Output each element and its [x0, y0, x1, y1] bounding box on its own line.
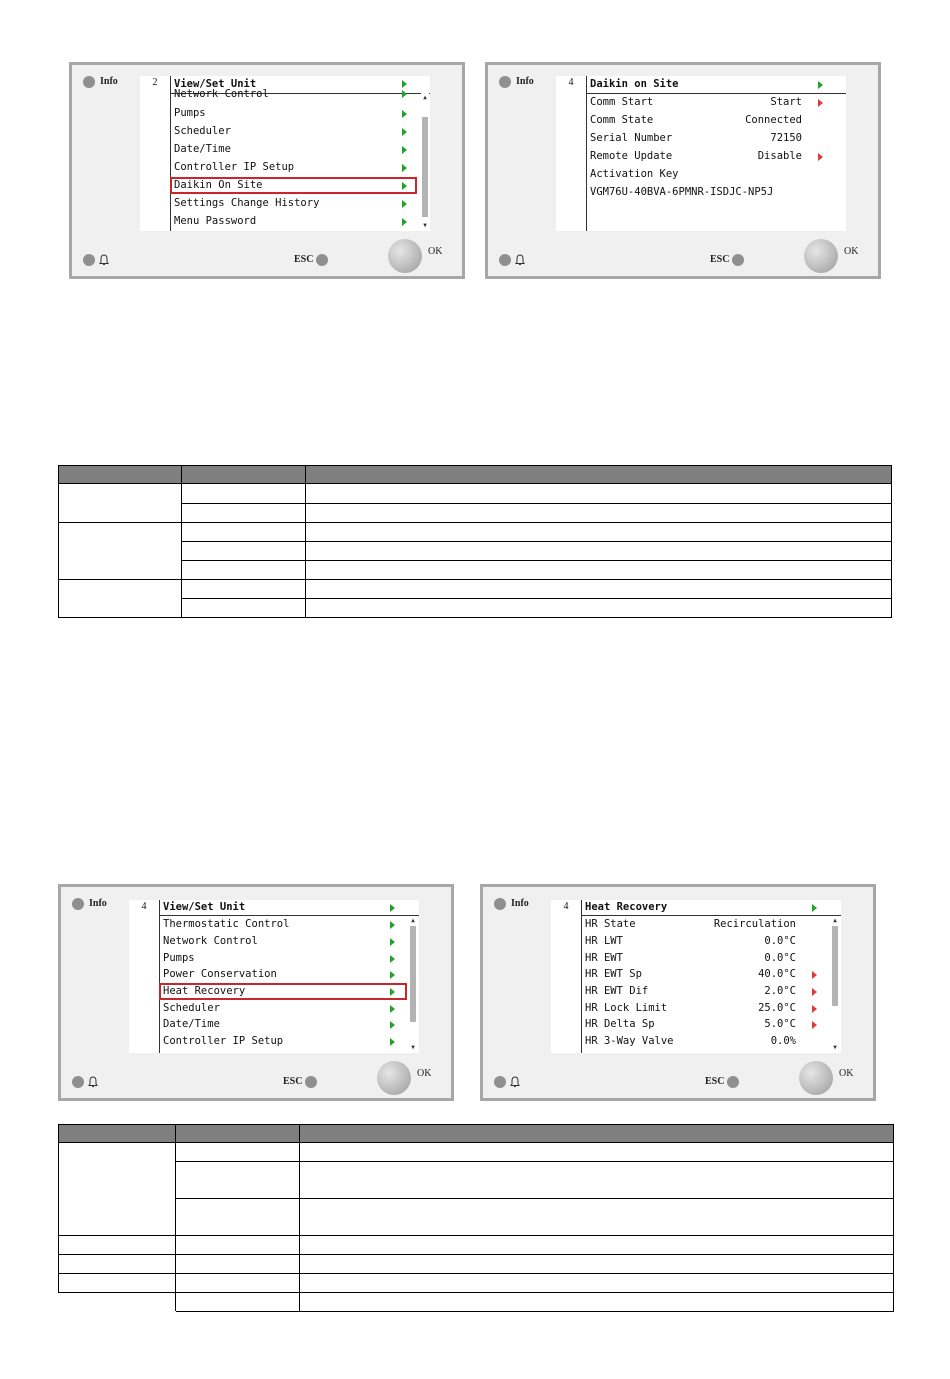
- table-header: [59, 466, 892, 484]
- menu-item-scheduler[interactable]: Scheduler: [174, 125, 231, 137]
- arrow-right-icon: [402, 110, 407, 118]
- menu-item-power-conservation[interactable]: Power Conservation: [163, 968, 277, 980]
- row-label: Serial Number: [590, 132, 673, 144]
- row-value: 40.0°C: [758, 968, 796, 980]
- alarm-led[interactable]: [494, 1076, 506, 1088]
- row-value: 72150: [770, 132, 802, 144]
- row-remote-update[interactable]: [587, 148, 830, 165]
- row-value: Disable: [757, 150, 802, 162]
- row-label: HR 3-Way Valve: [585, 1035, 674, 1047]
- screen-title: Heat Recovery: [582, 900, 841, 916]
- scroll-down-icon[interactable]: ▼: [833, 1044, 837, 1051]
- row-label: Comm State: [590, 114, 654, 126]
- ok-knob[interactable]: [804, 239, 838, 273]
- table-row: [59, 561, 892, 580]
- scrollbar[interactable]: [409, 916, 417, 1053]
- arrow-right-icon[interactable]: [812, 971, 817, 979]
- menu-item-date-time[interactable]: Date/Time: [163, 1018, 220, 1030]
- ok-label: OK: [844, 246, 859, 257]
- table-header: [59, 1125, 894, 1143]
- row-label: HR Lock Limit: [585, 1002, 668, 1014]
- ok-knob[interactable]: [388, 239, 422, 273]
- arrow-right-icon: [402, 218, 407, 226]
- arrow-right-icon: [390, 1005, 395, 1013]
- esc-button[interactable]: [305, 1076, 317, 1088]
- row-value: Connected: [745, 114, 802, 126]
- arrow-right-icon: [390, 1038, 395, 1046]
- menu-item-pumps[interactable]: Pumps: [163, 952, 195, 964]
- scrollbar[interactable]: [421, 93, 429, 231]
- arrow-right-icon: [402, 90, 407, 98]
- row-serial-number: [587, 130, 830, 147]
- row-label: HR EWT Dif: [585, 985, 649, 997]
- parameter-table-2: [58, 1124, 894, 1312]
- row-label: HR Delta Sp: [585, 1018, 655, 1030]
- arrow-right-icon: [402, 200, 407, 208]
- esc-button[interactable]: [316, 254, 328, 266]
- page-number: 4: [551, 900, 582, 1053]
- table-row: [59, 523, 892, 542]
- page-number: 4: [129, 900, 160, 1053]
- scroll-down-icon[interactable]: ▼: [411, 1044, 415, 1051]
- esc-button[interactable]: [732, 254, 744, 266]
- bell-icon[interactable]: [98, 254, 110, 266]
- row-hr-3-way-valve: [582, 1033, 825, 1050]
- controller-panel-heat-recovery: [480, 884, 876, 1101]
- arrow-right-icon[interactable]: [812, 988, 817, 996]
- menu-item-controller-ip-setup[interactable]: Controller IP Setup: [174, 161, 295, 173]
- row-value: 2.0°C: [764, 985, 796, 997]
- arrow-right-icon: [390, 938, 395, 946]
- info-led[interactable]: [83, 76, 95, 88]
- menu-item-network-control[interactable]: Network Control: [163, 935, 258, 947]
- table-row: [59, 599, 892, 618]
- esc-button[interactable]: [727, 1076, 739, 1088]
- row-hr-lwt: [582, 933, 825, 950]
- menu-item-date-time[interactable]: Date/Time: [174, 143, 231, 155]
- scroll-thumb[interactable]: [410, 926, 416, 1022]
- ok-knob[interactable]: [799, 1061, 833, 1095]
- arrow-right-icon: [390, 971, 395, 979]
- table-row: [59, 1143, 894, 1162]
- arrow-right-icon: [390, 904, 395, 912]
- table-row: [59, 1293, 894, 1312]
- arrow-right-icon: [812, 904, 817, 912]
- menu-item-settings-change-history[interactable]: Settings Change History: [174, 197, 320, 209]
- scroll-thumb[interactable]: [832, 926, 838, 1006]
- ok-label: OK: [839, 1068, 854, 1079]
- table-row: [59, 1255, 894, 1274]
- row-value: Recirculation: [713, 918, 796, 930]
- info-led[interactable]: [72, 898, 84, 910]
- screen-title: Daikin on Site: [587, 76, 846, 94]
- row-value: 25.0°C: [758, 1002, 796, 1014]
- info-led[interactable]: [499, 76, 511, 88]
- arrow-right-icon: [390, 921, 395, 929]
- info-label: Info: [516, 76, 534, 87]
- row-hr-lock-limit[interactable]: [582, 1000, 825, 1017]
- arrow-right-icon[interactable]: [818, 99, 823, 107]
- row-comm-state: [587, 112, 830, 129]
- table-row: [59, 580, 892, 599]
- table-row: [59, 1274, 894, 1293]
- info-led[interactable]: [494, 898, 506, 910]
- bell-icon[interactable]: [87, 1076, 99, 1088]
- row-hr-ewt-dif[interactable]: [582, 983, 825, 1000]
- scroll-up-icon[interactable]: ▲: [411, 917, 415, 924]
- controller-panel-view-set-unit-2: [58, 884, 454, 1101]
- row-label: HR EWT: [585, 952, 623, 964]
- controller-panel-view-set-unit-1: [69, 62, 465, 279]
- info-label: Info: [100, 76, 118, 87]
- row-value: 5.0°C: [764, 1018, 796, 1030]
- menu-item-controller-ip-setup[interactable]: Controller IP Setup: [163, 1035, 284, 1047]
- page-number: 4: [556, 76, 587, 231]
- row-hr-ewt-sp[interactable]: [582, 966, 825, 983]
- alarm-led[interactable]: [499, 254, 511, 266]
- row-hr-delta-sp[interactable]: [582, 1016, 825, 1033]
- scroll-up-icon[interactable]: ▲: [423, 94, 427, 101]
- alarm-led[interactable]: [72, 1076, 84, 1088]
- arrow-right-icon: [402, 146, 407, 154]
- esc-label: ESC: [710, 254, 730, 265]
- alarm-led[interactable]: [83, 254, 95, 266]
- highlight-box: [170, 177, 417, 194]
- esc-label: ESC: [283, 1076, 303, 1087]
- menu-item-thermostatic-control[interactable]: Thermostatic Control: [163, 918, 290, 930]
- screen-title: View/Set Unit: [160, 900, 419, 916]
- table-row: [59, 1162, 894, 1199]
- arrow-right-icon: [402, 164, 407, 172]
- scroll-up-icon[interactable]: ▲: [833, 917, 837, 924]
- highlight-box: [159, 983, 407, 1000]
- table-row: [59, 1199, 894, 1236]
- scroll-down-icon[interactable]: ▼: [423, 222, 427, 229]
- esc-label: ESC: [294, 254, 314, 265]
- info-label: Info: [89, 898, 107, 909]
- menu-item-pumps[interactable]: Pumps: [174, 107, 206, 119]
- arrow-right-icon: [402, 128, 407, 136]
- row-hr-state: [582, 916, 825, 933]
- row-label: HR EWT Sp: [585, 968, 642, 980]
- arrow-right-icon: [402, 80, 407, 88]
- activation-key-value: VGM76U-40BVA-6PMNR-ISDJC-NP5J: [590, 186, 774, 198]
- row-label: HR LWT: [585, 935, 623, 947]
- page-number: 2: [140, 76, 171, 231]
- row-comm-start[interactable]: [587, 94, 830, 111]
- row-value: 0.0°C: [764, 935, 796, 947]
- row-value: 0.0°C: [764, 952, 796, 964]
- table-row: [59, 503, 892, 523]
- menu-item-menu-password[interactable]: Menu Password: [174, 215, 257, 227]
- ok-label: OK: [428, 246, 443, 257]
- display-screen: [129, 900, 419, 1053]
- ok-label: OK: [417, 1068, 432, 1079]
- row-hr-ewt: [582, 950, 825, 967]
- row-value: Start: [770, 96, 802, 108]
- ok-knob[interactable]: [377, 1061, 411, 1095]
- screen-title: View/Set Unit: [171, 76, 430, 94]
- row-value: 0.0%: [770, 1035, 796, 1047]
- row-activation-key: Activation Key: [590, 168, 679, 180]
- arrow-right-icon: [390, 1021, 395, 1029]
- row-label: Comm Start: [590, 96, 654, 108]
- menu-item-scheduler[interactable]: Scheduler: [163, 1002, 220, 1014]
- display-screen: [556, 76, 846, 231]
- bell-icon[interactable]: [509, 1076, 521, 1088]
- arrow-right-icon: [818, 81, 823, 89]
- menu-item-network-control[interactable]: Network Control: [174, 89, 269, 99]
- table-row: [59, 484, 892, 504]
- arrow-right-icon[interactable]: [812, 1005, 817, 1013]
- row-label: HR State: [585, 918, 636, 930]
- controller-panel-daikin-on-site: [485, 62, 881, 279]
- scrollbar[interactable]: [831, 916, 839, 1053]
- info-label: Info: [511, 898, 529, 909]
- parameter-table-1: [58, 465, 892, 618]
- arrow-right-icon[interactable]: [818, 153, 823, 161]
- table-row: [59, 1236, 894, 1255]
- menu-item-daikin-on-site[interactable]: Daikin On Site: [174, 179, 263, 191]
- scroll-thumb[interactable]: [422, 117, 428, 217]
- display-screen: [551, 900, 841, 1053]
- display-screen: [140, 76, 430, 231]
- menu-item-heat-recovery[interactable]: Heat Recovery: [163, 985, 246, 997]
- arrow-right-icon: [390, 955, 395, 963]
- bell-icon[interactable]: [514, 254, 526, 266]
- table-row: [59, 542, 892, 561]
- esc-label: ESC: [705, 1076, 725, 1087]
- row-label: Remote Update: [590, 150, 673, 162]
- arrow-right-icon[interactable]: [812, 1021, 817, 1029]
